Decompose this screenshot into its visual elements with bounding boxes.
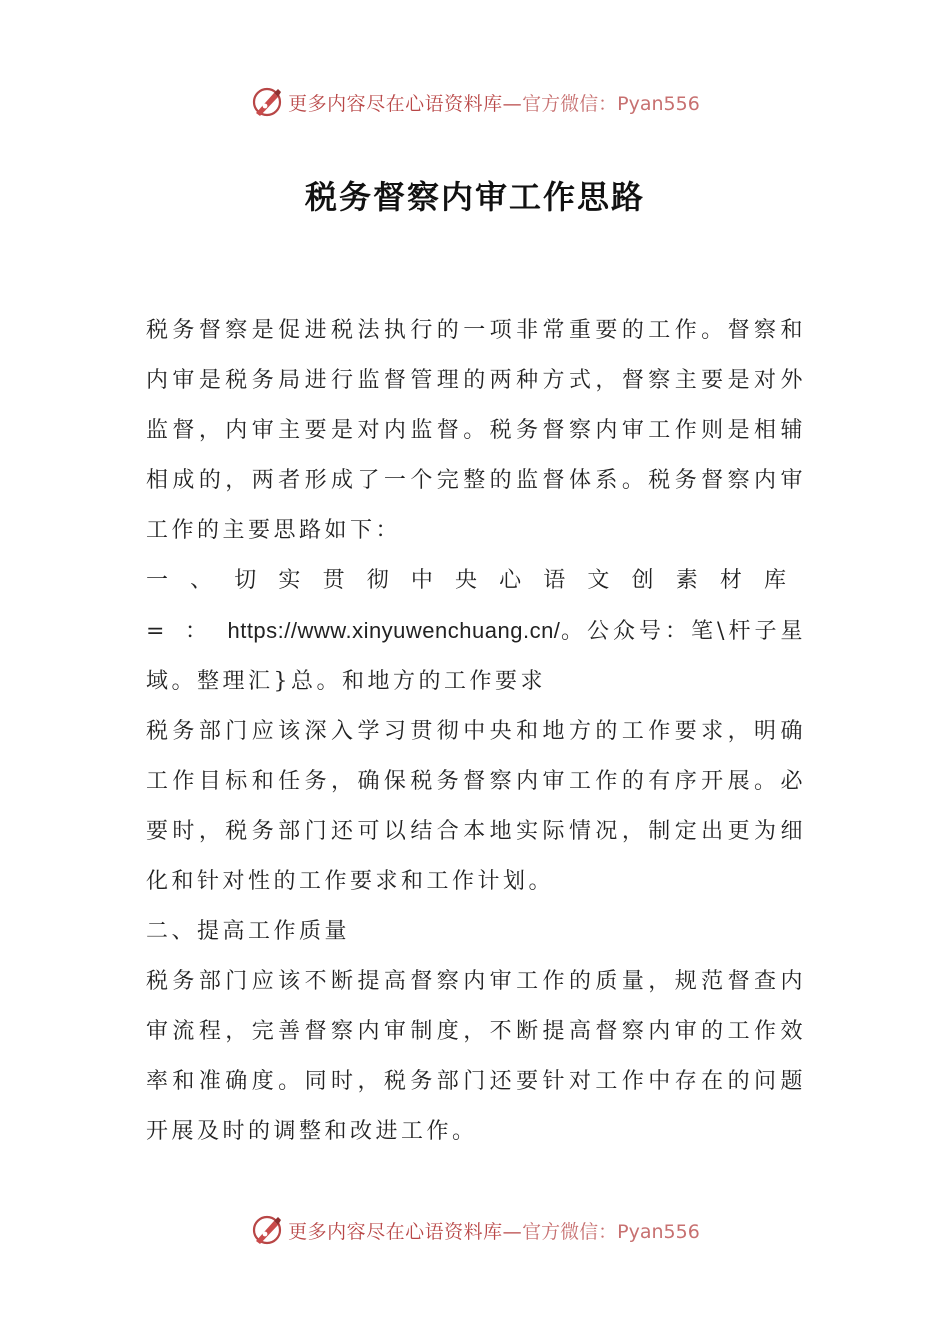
document-title: 税务督察内审工作思路 <box>304 178 645 216</box>
banner-wechat-text: 官方微信：Pyan556 <box>522 92 700 115</box>
header-banner <box>0 82 950 122</box>
section1-heading <box>146 556 806 707</box>
footer-banner <box>0 1210 950 1250</box>
pen-logo-icon <box>250 1213 284 1247</box>
footer-brand-text: 更多内容尽在心语资料库— <box>288 1220 523 1243</box>
intro-paragraph: 税务督察是促进税法执行的一项非常重要的工作。督察和内审是税务局进行监督管理的两种方式，督察主要是对外监督，内审主要是对内监督。税务督察内审工作则是相辅相成的，两者形成了一个完整的监督体系。税务督察内审工作的主要思路如下： <box>146 318 806 543</box>
section1-heading-prefix: 一、切实贯彻中央心语文创素材库=： <box>146 568 806 644</box>
footer-wechat-text: 官方微信：Pyan556 <box>522 1220 700 1243</box>
section1-heading-suffix: 。公众号：笔\杆子星域。整理汇}总。和地方的工作要求 <box>146 619 806 694</box>
section1-url-link[interactable]: https://www.xinyuwenchuang.cn/ <box>227 618 561 643</box>
pen-logo-icon <box>250 85 284 119</box>
section2-body-paragraph: 税务部门应该不断提高督察内审工作的质量，规范督查内审流程，完善督察内审制度，不断提高督察内审的工作效率和准确度。同时，税务部门还要针对工作中存在的问题开展及时的调整和改进工作。 <box>146 969 806 1144</box>
section1-body-paragraph: 税务部门应该深入学习贯彻中央和地方的工作要求，明确工作目标和任务，确保税务督察内审工作的有序开展。必要时，税务部门还可以结合本地实际情况，制定出更为细化和针对性的工作要求和工作计划。 <box>146 719 806 894</box>
document-body <box>146 306 806 1157</box>
section2-heading: 二、提高工作质量 <box>146 919 351 944</box>
banner-brand-text: 更多内容尽在心语资料库— <box>288 92 523 115</box>
